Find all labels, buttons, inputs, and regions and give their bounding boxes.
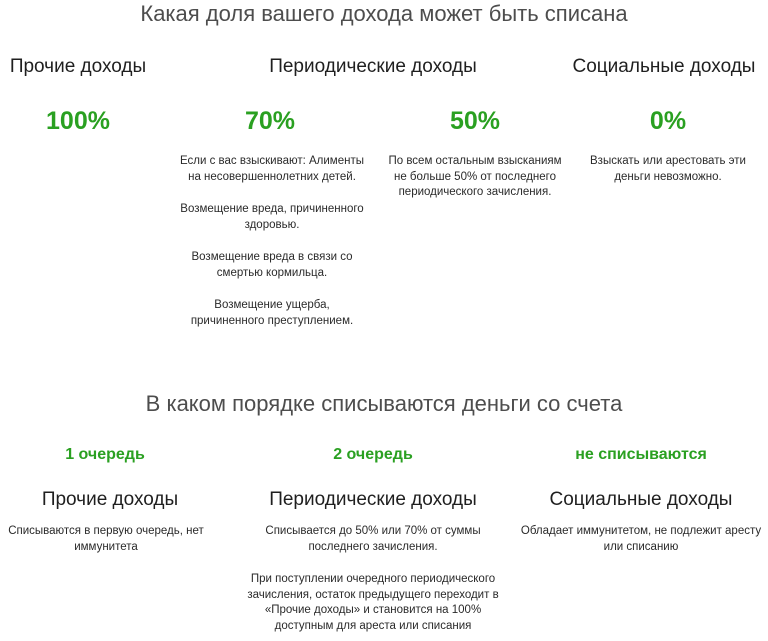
desc-paragraph: Возмещение ущерба, причиненного преступлением. bbox=[190, 299, 354, 327]
order-section-title: В каком порядке списываются деньги со счета bbox=[145, 391, 623, 416]
percent-periodic-alimony: 70% bbox=[244, 107, 296, 135]
percent-periodic-other: 50% bbox=[449, 107, 501, 135]
order-desc-other-income bbox=[0, 524, 212, 555]
order-heading-periodic-income: Периодические доходы bbox=[269, 489, 477, 510]
desc-paragraph: Если с вас взыскивают: Алименты на несовершеннолетних детей. bbox=[179, 155, 364, 183]
order-heading-other-income: Прочие доходы bbox=[41, 489, 179, 510]
order-desc-periodic-income bbox=[244, 524, 502, 634]
share-section-title: Какая доля вашего дохода может быть списана bbox=[140, 1, 628, 26]
heading-periodic-income: Периодические доходы bbox=[269, 56, 477, 77]
percent-social-income: 0% bbox=[649, 107, 687, 135]
heading-other-income: Прочие доходы bbox=[9, 56, 147, 77]
desc-paragraph: При поступлении очередного периодического зачисления, остаток предыдущего переходит в «Прочие доходы» и становится на 100% доступным для ареста или списания bbox=[247, 573, 499, 632]
desc-paragraph: Списываются в первую очередь, нет иммунитета bbox=[8, 525, 204, 553]
desc-paragraph: Возмещение вреда, причиненного здоровью. bbox=[180, 203, 364, 231]
desc-paragraph: По всем остальным взысканиям не больше 50% от последнего периодического зачисления. bbox=[388, 155, 562, 198]
desc-paragraph: Возмещение вреда в связи со смертью кормильца. bbox=[191, 251, 353, 279]
order-desc-social-income bbox=[514, 524, 768, 555]
heading-social-income: Социальные доходы bbox=[572, 56, 756, 77]
queue-label-first: 1 очередь bbox=[65, 446, 145, 463]
desc-periodic-alimony bbox=[178, 154, 366, 329]
percent-other-income: 100% bbox=[46, 107, 110, 135]
desc-social-income bbox=[580, 154, 756, 185]
desc-periodic-other bbox=[387, 154, 563, 201]
order-heading-social-income: Социальные доходы bbox=[549, 489, 733, 510]
queue-label-second: 2 очередь bbox=[333, 446, 413, 463]
desc-paragraph: Взыскать или арестовать эти деньги невозможно. bbox=[590, 155, 746, 183]
desc-paragraph: Списывается до 50% или 70% от суммы последнего зачисления. bbox=[265, 525, 481, 553]
queue-label-none: не списываются bbox=[575, 446, 707, 463]
desc-paragraph: Обладает иммунитетом, не подлежит аресту или списанию bbox=[520, 525, 762, 553]
